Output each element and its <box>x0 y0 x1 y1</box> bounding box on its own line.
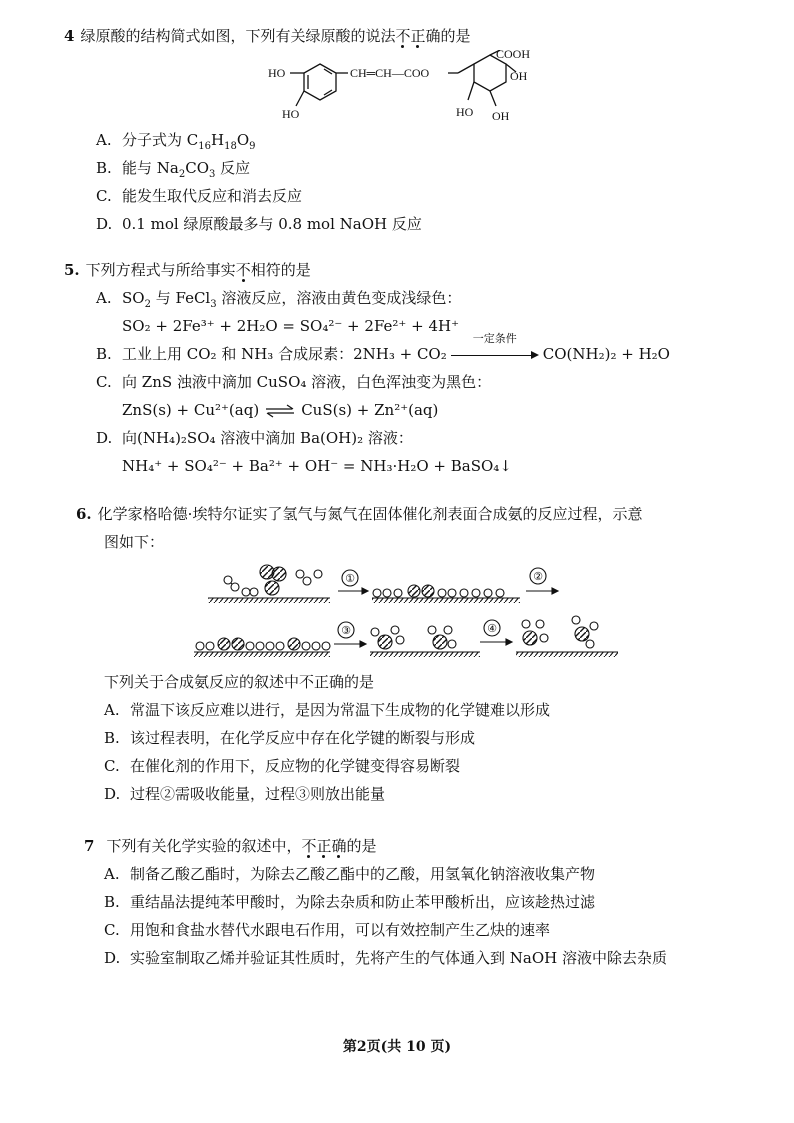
option-a[interactable]: A. 常温下该反应难以进行，是因为常温下生成物的化学键难以形成 <box>104 701 551 719</box>
question-number: 6. <box>76 505 92 523</box>
question-7 <box>64 832 744 972</box>
step-2-label: ② <box>533 570 543 583</box>
option-a[interactable]: A. $SO_2$ 与 FeCl$_3$ 溶液反应，溶液由黄色变成浅绿色： <box>96 289 462 310</box>
question-7-stem: 7 下列有关化学实验的叙述中，不正确的是 <box>84 837 377 855</box>
question-number: 4 <box>64 27 75 45</box>
option-d[interactable]: D. 0.1 mol 绿原酸最多与 0.8 mol NaOH 反应 <box>96 215 422 233</box>
chain-label: CH═CH—COO <box>350 66 430 80</box>
page-footer: 第2页(共 10 页) <box>342 1039 452 1055</box>
question-4 <box>64 22 744 50</box>
oh-label-ring: OH <box>492 109 510 123</box>
question-6-substem: 下列关于合成氨反应的叙述中不正确的是 <box>104 673 375 691</box>
question-number: 5. <box>64 261 80 279</box>
option-a[interactable]: A. 制备乙酸乙酯时，为除去乙酸乙酯中的乙酸，用氢氧化钠溶液收集产物 <box>104 865 596 883</box>
chlorogenic-acid-structure <box>260 50 560 130</box>
question-5-stem: 5. 下列方程式与所给事实不相符的是 <box>64 261 311 279</box>
ammonia-synthesis-diagram <box>190 560 620 660</box>
option-b[interactable]: B. 重结晶法提纯苯甲酸时，为除去杂质和防止苯甲酸析出，应该趁热过滤 <box>104 893 596 911</box>
question-number: 7 <box>84 837 95 855</box>
ho-label-ring: HO <box>456 105 474 119</box>
question-5 <box>64 256 744 480</box>
equation-d: NH₄⁺ + SO₄²⁻ + Ba²⁺ + OH⁻ = NH₃·H₂O + BaSO₄↓ <box>122 457 512 475</box>
question-4-stem: 4 绿原酸的结构简式如图，下列有关绿原酸的说法不正确的是 <box>64 27 471 45</box>
ho-label-top: HO <box>268 66 286 80</box>
equation-c: ZnS(s) + Cu²⁺(aq) CuS(s) + Zn²⁺(aq) <box>122 401 439 419</box>
question-4-options <box>64 126 744 238</box>
option-c[interactable]: C. 用饱和食盐水替代水跟电石作用，可以有效控制产生乙炔的速率 <box>104 921 551 939</box>
step-3-label: ③ <box>341 624 351 637</box>
step-1-label: ① <box>345 572 355 585</box>
oh-label-right: OH <box>510 69 528 83</box>
option-a[interactable]: A. 分子式为 $C_{16}H_{18}O_9$ <box>96 131 256 152</box>
reaction-arrow: 一定条件 <box>451 348 539 362</box>
option-d[interactable]: D. 实验室制取乙烯并验证其性质时，先将产生的气体通入到 NaOH 溶液中除去杂质 <box>104 949 667 967</box>
option-d[interactable]: D. 向(NH₄)₂SO₄ 溶液中滴加 Ba(OH)₂ 溶液： <box>96 429 413 447</box>
question-6: 6. 化学家格哈德·埃特尔证实了氢气与氮气在固体催化剂表面合成氨的反应过程，示意 图如下： <box>64 500 744 556</box>
equilibrium-arrow-icon <box>265 404 295 418</box>
option-b[interactable]: B. 该过程表明，在化学反应中存在化学键的断裂与形成 <box>104 729 476 747</box>
option-c[interactable]: C. 在催化剂的作用下，反应物的化学键变得容易断裂 <box>104 757 461 775</box>
option-d[interactable]: D. 过程②需吸收能量，过程③则放出能量 <box>104 785 386 803</box>
equation-a: SO₂ + 2Fe³⁺ + 2H₂O = SO₄²⁻ + 2Fe²⁺ + 4H⁺ <box>122 317 459 335</box>
option-c[interactable]: C. 能发生取代反应和消去反应 <box>96 187 303 205</box>
option-c[interactable]: C. 向 ZnS 浊液中滴加 CuSO₄ 溶液，白色浑浊变为黑色： <box>96 373 492 391</box>
question-6-stem: 6. 化学家格哈德·埃特尔证实了氢气与氮气在固体催化剂表面合成氨的反应过程，示意 <box>76 505 643 523</box>
question-6-options <box>64 668 744 808</box>
option-b[interactable]: B. 工业上用 CO₂ 和 NH₃ 合成尿素：2NH₃ + CO₂ 一定条件 CO(NH₂)₂ + H₂O <box>96 332 670 363</box>
cooh-label: COOH <box>496 50 531 61</box>
step-4-label: ④ <box>487 622 497 635</box>
ho-label-bottom: HO <box>282 107 300 121</box>
option-b[interactable]: B. 能与 $Na_2CO_3$ 反应 <box>96 159 251 180</box>
